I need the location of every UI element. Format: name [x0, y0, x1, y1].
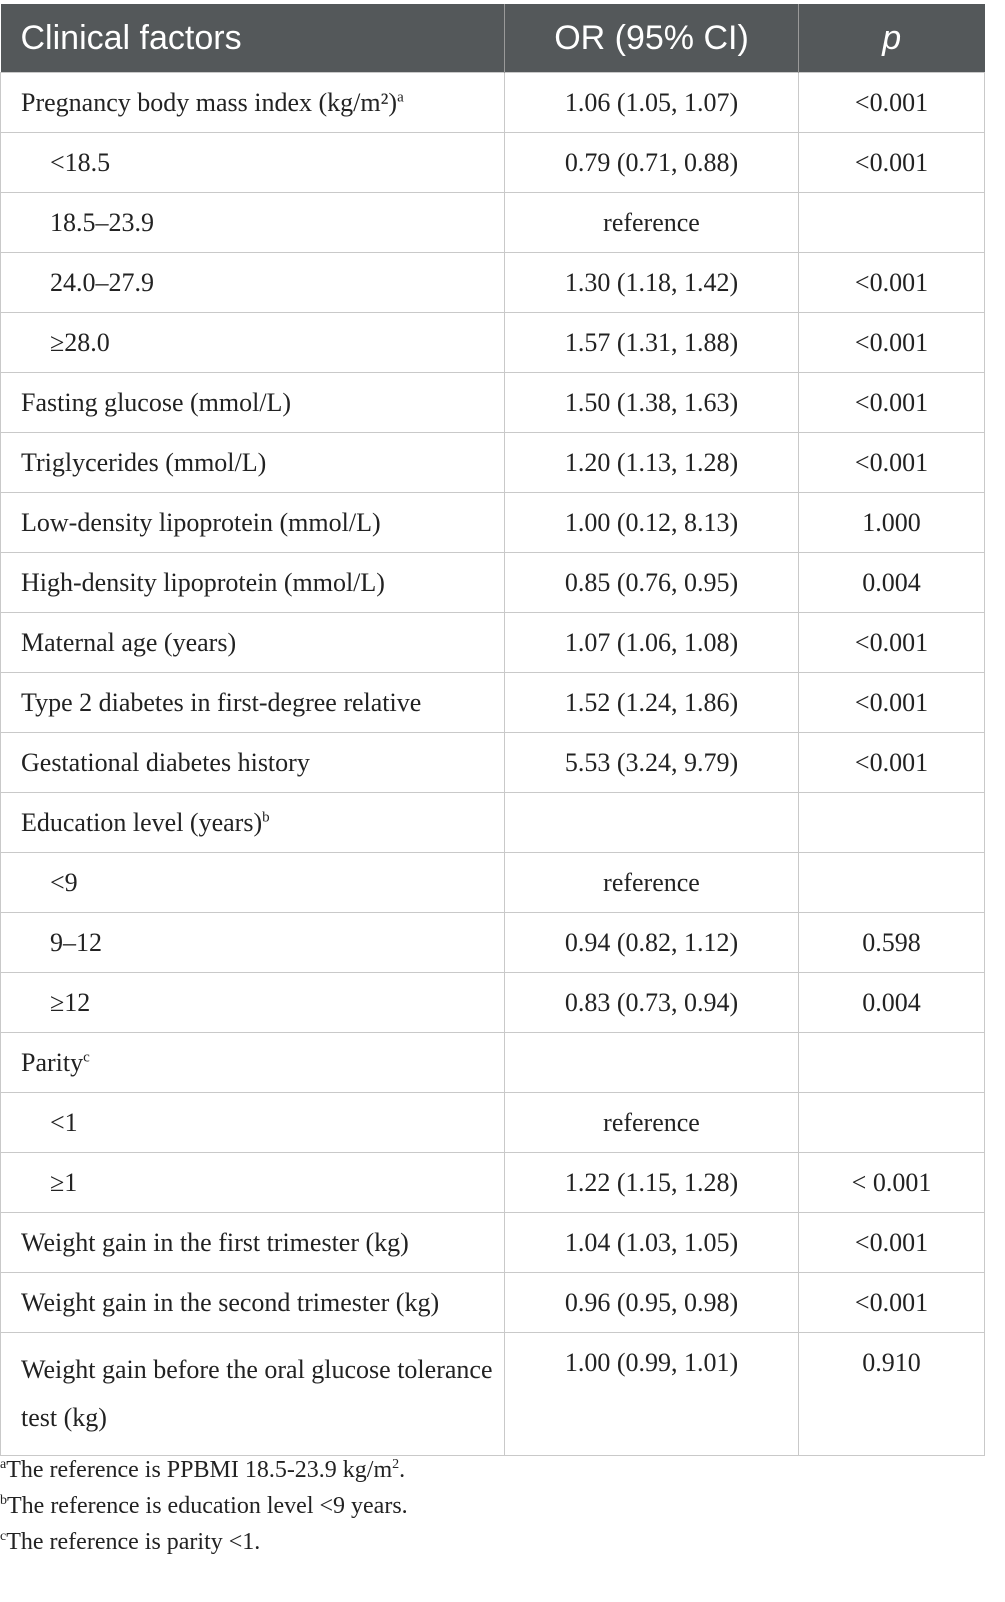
row-label: <9	[50, 867, 78, 897]
row-label-cell	[1, 493, 505, 553]
row-label: Weight gain before the oral glucose tolerance test (kg)	[21, 1355, 493, 1432]
row-label: Low-density lipoprotein (mmol/L)	[21, 507, 381, 537]
odds-ratio-cell: 0.94 (0.82, 1.12)	[505, 913, 799, 973]
footnote	[0, 1488, 1000, 1524]
row-label: ≥1	[50, 1167, 78, 1197]
footnote-marker: c	[83, 1048, 90, 1065]
row-label: 24.0–27.9	[50, 267, 154, 297]
p-value-cell: <0.001	[799, 433, 985, 493]
footnote-mark: c	[0, 1529, 7, 1544]
row-label: 9–12	[50, 927, 102, 957]
header-or-ci: OR (95% CI)	[505, 4, 799, 73]
odds-ratio-cell: 1.22 (1.15, 1.28)	[505, 1153, 799, 1213]
p-value-cell: 0.598	[799, 913, 985, 973]
row-label: ≥12	[50, 987, 91, 1017]
p-value-cell: <0.001	[799, 253, 985, 313]
odds-ratio-cell: reference	[505, 1093, 799, 1153]
row-label-cell	[1, 313, 505, 373]
row-label-cell	[1, 1213, 505, 1273]
row-label-cell	[1, 673, 505, 733]
row-label-cell	[1, 373, 505, 433]
footnote-marker: b	[262, 808, 270, 825]
footnote-superscript: 2	[392, 1457, 400, 1472]
table-row	[1, 73, 985, 133]
p-value-cell: <0.001	[799, 133, 985, 193]
odds-ratio-cell: 1.52 (1.24, 1.86)	[505, 673, 799, 733]
table-row	[1, 973, 985, 1033]
table-row	[1, 553, 985, 613]
row-label: Parity	[21, 1047, 84, 1077]
table-header-row	[1, 4, 985, 73]
row-label: Gestational diabetes history	[21, 747, 310, 777]
row-label-cell	[1, 733, 505, 793]
row-label: High-density lipoprotein (mmol/L)	[21, 567, 385, 597]
p-value-cell	[799, 193, 985, 253]
row-label-cell	[1, 73, 505, 133]
footnote-text: The reference is PPBMI 18.5-23.9 kg/m	[6, 1457, 393, 1483]
odds-ratio-cell: 1.57 (1.31, 1.88)	[505, 313, 799, 373]
odds-ratio-cell: 0.83 (0.73, 0.94)	[505, 973, 799, 1033]
row-label-cell	[1, 253, 505, 313]
row-label: Pregnancy body mass index (kg/m²)	[21, 87, 398, 117]
row-label: Fasting glucose (mmol/L)	[21, 387, 292, 417]
header-clinical-factors: Clinical factors	[1, 4, 505, 73]
footnote	[0, 1452, 1000, 1488]
odds-ratio-cell: 1.30 (1.18, 1.42)	[505, 253, 799, 313]
odds-ratio-cell: reference	[505, 853, 799, 913]
p-value-cell	[799, 1033, 985, 1093]
footnote-mark: b	[0, 1493, 7, 1508]
row-label-cell	[1, 433, 505, 493]
p-value-cell: < 0.001	[799, 1153, 985, 1213]
table-body	[1, 73, 985, 1456]
table-row	[1, 1273, 985, 1333]
row-label: Weight gain in the first trimester (kg)	[21, 1227, 409, 1257]
footnote-text: The reference is education level <9 years.	[7, 1493, 408, 1519]
table-row	[1, 1033, 985, 1093]
table-row	[1, 433, 985, 493]
footnote-mark: a	[0, 1457, 7, 1472]
table-row	[1, 1153, 985, 1213]
p-value-cell	[799, 853, 985, 913]
row-label-cell	[1, 973, 505, 1033]
p-value-cell: <0.001	[799, 1273, 985, 1333]
odds-ratio-cell: 1.00 (0.99, 1.01)	[505, 1333, 799, 1456]
odds-ratio-cell: 1.04 (1.03, 1.05)	[505, 1213, 799, 1273]
clinical-factors-table	[0, 4, 985, 1456]
footnotes	[0, 1452, 1000, 1560]
row-label: Type 2 diabetes in first-degree relative	[21, 687, 422, 717]
odds-ratio-cell: 0.85 (0.76, 0.95)	[505, 553, 799, 613]
odds-ratio-cell: reference	[505, 193, 799, 253]
table-container	[0, 4, 984, 1456]
row-label-cell	[1, 193, 505, 253]
row-label-cell	[1, 793, 505, 853]
table-row	[1, 193, 985, 253]
row-label: Triglycerides (mmol/L)	[21, 447, 267, 477]
p-value-cell: 0.004	[799, 973, 985, 1033]
row-label: <18.5	[50, 147, 111, 177]
table-row	[1, 853, 985, 913]
footnote	[0, 1524, 1000, 1560]
p-value-cell: <0.001	[799, 733, 985, 793]
table-row	[1, 613, 985, 673]
p-value-cell	[799, 1093, 985, 1153]
table-row	[1, 1093, 985, 1153]
table-row	[1, 1333, 985, 1456]
p-value-cell: 0.004	[799, 553, 985, 613]
footnote-tail: .	[399, 1457, 406, 1483]
p-value-cell: <0.001	[799, 1213, 985, 1273]
row-label-cell	[1, 1093, 505, 1153]
p-value-cell: <0.001	[799, 73, 985, 133]
table-row	[1, 313, 985, 373]
p-value-cell: <0.001	[799, 613, 985, 673]
row-label: Maternal age (years)	[21, 627, 237, 657]
header-p: p	[799, 4, 985, 73]
p-value-cell: 0.910	[799, 1333, 985, 1456]
odds-ratio-cell	[505, 1033, 799, 1093]
table-row	[1, 733, 985, 793]
row-label: Weight gain in the second trimester (kg)	[21, 1287, 440, 1317]
row-label: ≥28.0	[50, 327, 110, 357]
table-row	[1, 373, 985, 433]
odds-ratio-cell: 1.20 (1.13, 1.28)	[505, 433, 799, 493]
odds-ratio-cell: 0.96 (0.95, 0.98)	[505, 1273, 799, 1333]
p-value-cell: <0.001	[799, 313, 985, 373]
table-row	[1, 793, 985, 853]
footnote-marker: a	[397, 88, 404, 105]
row-label-cell	[1, 553, 505, 613]
odds-ratio-cell: 5.53 (3.24, 9.79)	[505, 733, 799, 793]
p-value-cell: <0.001	[799, 373, 985, 433]
row-label: 18.5–23.9	[50, 207, 154, 237]
table-row	[1, 1213, 985, 1273]
p-value-cell	[799, 793, 985, 853]
row-label-cell	[1, 1273, 505, 1333]
row-label-cell	[1, 1333, 505, 1456]
odds-ratio-cell: 1.50 (1.38, 1.63)	[505, 373, 799, 433]
odds-ratio-cell: 1.06 (1.05, 1.07)	[505, 73, 799, 133]
table-row	[1, 133, 985, 193]
p-value-cell: 1.000	[799, 493, 985, 553]
row-label-cell	[1, 853, 505, 913]
row-label-cell	[1, 1033, 505, 1093]
row-label-cell	[1, 613, 505, 673]
odds-ratio-cell	[505, 793, 799, 853]
row-label-cell	[1, 133, 505, 193]
odds-ratio-cell: 1.07 (1.06, 1.08)	[505, 613, 799, 673]
row-label: <1	[50, 1107, 78, 1137]
p-value-cell: <0.001	[799, 673, 985, 733]
footnote-text: The reference is parity <1.	[6, 1529, 261, 1555]
table-row	[1, 673, 985, 733]
row-label-cell	[1, 913, 505, 973]
table-row	[1, 493, 985, 553]
row-label: Education level (years)	[21, 807, 263, 837]
odds-ratio-cell: 0.79 (0.71, 0.88)	[505, 133, 799, 193]
row-label-cell	[1, 1153, 505, 1213]
odds-ratio-cell: 1.00 (0.12, 8.13)	[505, 493, 799, 553]
table-row	[1, 913, 985, 973]
table-row	[1, 253, 985, 313]
